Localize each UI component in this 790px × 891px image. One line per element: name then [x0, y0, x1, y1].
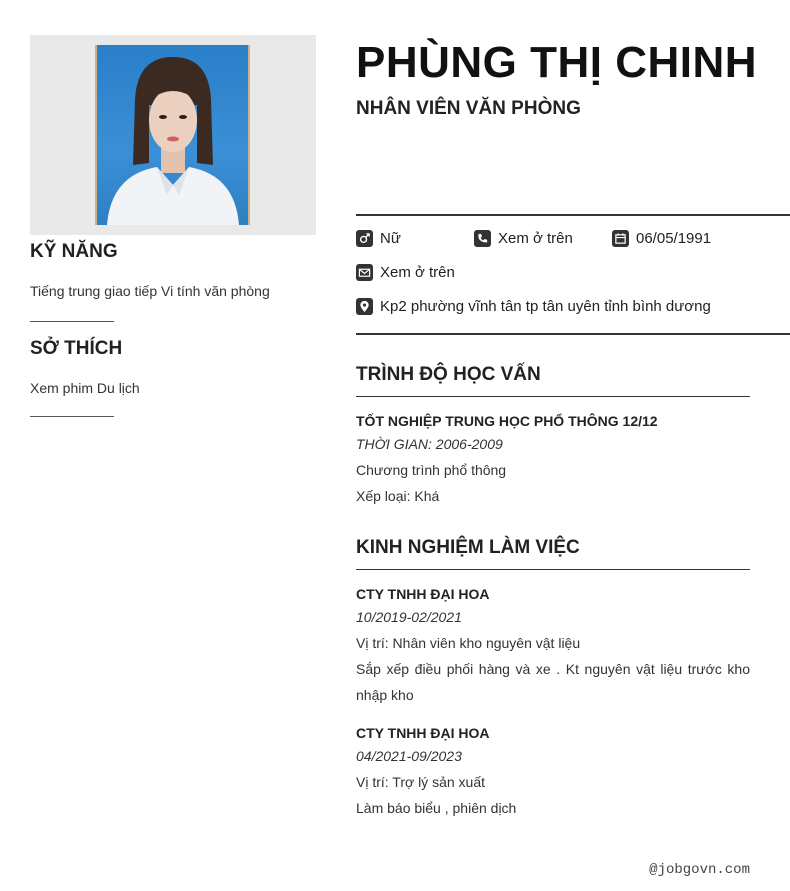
experience-title: KINH NGHIỆM LÀM VIỆC: [356, 537, 580, 558]
experience-1-time: 10/2019-02/2021: [356, 609, 462, 625]
gender-info: [356, 230, 401, 247]
experience-2-time: 04/2021-09/2023: [356, 748, 462, 764]
email-value: Xem ở trên: [380, 264, 455, 281]
info-top-divider: [356, 214, 790, 216]
phone-info: [474, 230, 573, 247]
experience-2-company: CTY TNHH ĐẠI HOA: [356, 725, 490, 741]
calendar-icon: [612, 230, 629, 247]
phone-icon: [474, 230, 491, 247]
birthdate-info: [612, 230, 711, 247]
address-info: [356, 298, 711, 315]
hobbies-text: Xem phim Du lịch: [30, 380, 140, 396]
education-entry-program: Chương trình phổ thông: [356, 462, 507, 478]
email-info: [356, 264, 455, 281]
experience-1-company: CTY TNHH ĐẠI HOA: [356, 586, 490, 602]
experience-2-description: Làm báo biểu , phiên dịch: [356, 800, 517, 816]
gender-value: Nữ: [380, 230, 401, 247]
photo-frame: [30, 35, 316, 235]
mail-icon: [356, 264, 373, 281]
experience-2-position: Vị trí: Trợ lý sản xuất: [356, 774, 485, 790]
info-bottom-divider: [356, 333, 790, 335]
experience-divider: [356, 569, 750, 570]
education-entry-time: THỜI GIAN: 2006-2009: [356, 436, 503, 452]
education-title: TRÌNH ĐỘ HỌC VẤN: [356, 364, 541, 385]
birthdate-value: 06/05/1991: [636, 230, 712, 247]
gender-icon: [356, 230, 373, 247]
hobbies-divider: [30, 416, 114, 417]
hobbies-title: SỞ THÍCH: [30, 338, 123, 359]
portrait-illustration: [97, 45, 248, 225]
profile-photo: [95, 45, 250, 225]
skills-text: Tiếng trung giao tiếp Vi tính văn phòng: [30, 283, 270, 299]
education-divider: [356, 396, 750, 397]
education-entry-title: TỐT NGHIỆP TRUNG HỌC PHỔ THÔNG 12/12: [356, 413, 658, 429]
job-title: NHÂN VIÊN VĂN PHÒNG: [356, 98, 581, 119]
address-value: Kp2 phường vĩnh tân tp tân uyên tỉnh bình dương: [380, 298, 711, 315]
education-entry-grade: Xếp loại: Khá: [356, 488, 440, 504]
location-pin-icon: [356, 298, 373, 315]
phone-value: Xem ở trên: [498, 230, 573, 247]
experience-1-position: Vị trí: Nhân viên kho nguyên vật liệu: [356, 635, 581, 651]
site-watermark: @jobgovn.com: [649, 862, 750, 878]
left-column: [30, 35, 316, 417]
skills-title: KỸ NĂNG: [30, 241, 118, 262]
experience-1-description: Sắp xếp điều phối hàng và xe . Kt nguyên vật liệu trước kho nhập kho: [356, 661, 750, 703]
candidate-name: PHÙNG THỊ CHINH: [356, 38, 758, 87]
